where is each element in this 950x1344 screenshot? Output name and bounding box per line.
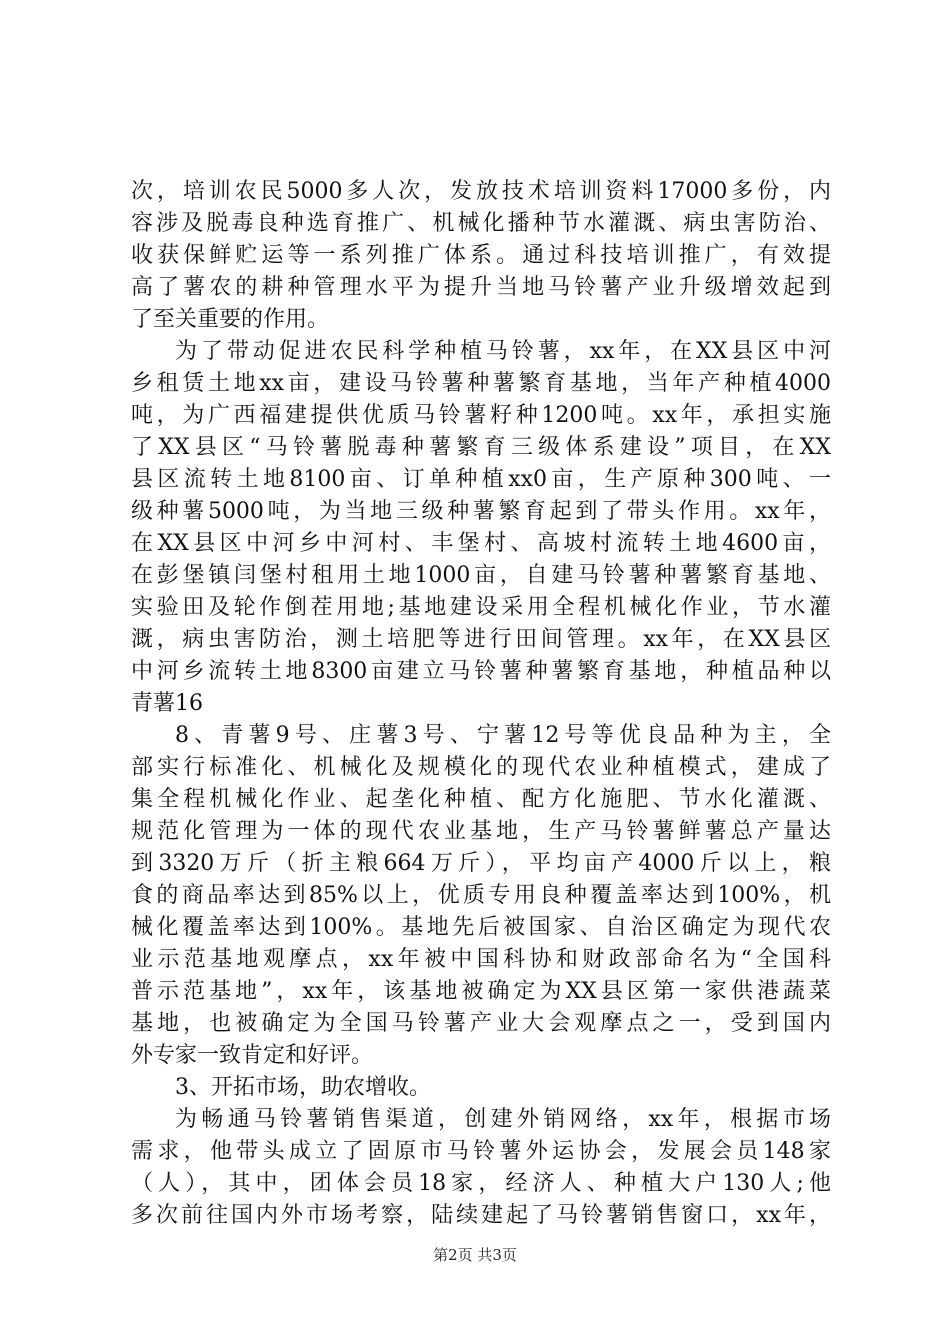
section-heading: 3、开拓市场，助农增收。 <box>175 1075 431 1100</box>
text-line: 次，培训农民5000多人次，发放技术培训资料17000多份，内 <box>131 179 831 204</box>
text-line: 中河乡流转土地8300亩建立马铃薯种薯繁育基地，种植品种以 <box>131 659 831 684</box>
text-line: 高了薯农的耕种管理水平为提升当地马铃薯产业升级增效起到 <box>131 275 831 300</box>
text-line: 容涉及脱毒良种选育推广、机械化播种节水灌溉、病虫害防治、 <box>131 211 831 236</box>
text-line: 乡租赁土地xx亩，建设马铃薯种薯繁育基地，当年产种植4000 <box>131 371 831 396</box>
paragraph-first-line: 为了带动促进农民科学种植马铃薯，xx年，在XX县区中河 <box>175 339 831 364</box>
text-line: 县区流转土地8100亩、订单种植xx0亩，生产原种300吨、一 <box>131 467 831 492</box>
text-line: 在彭堡镇闫堡村租用土地1000亩，自建马铃薯种薯繁育基地、 <box>131 563 831 588</box>
text-line: 外专家一致肯定和好评。 <box>131 1043 374 1068</box>
text-line: 溉，病虫害防治，测土培肥等进行田间管理。xx年，在XX县区 <box>131 627 831 652</box>
text-line: 了XX县区“马铃薯脱毒种薯繁育三级体系建设”项目，在XX <box>131 435 831 460</box>
text-line: 收获保鲜贮运等一系列推广体系。通过科技培训推广，有效提 <box>131 243 831 268</box>
text-line: （人），其中，团体会员18家，经济人、种植大户130人;他 <box>131 1171 831 1196</box>
document-body <box>131 176 831 1232</box>
text-line: 集全程机械化作业、起垄化种植、配方化施肥、节水化灌溉、 <box>131 787 831 812</box>
text-line: 实验田及轮作倒茬用地;基地建设采用全程机械化作业，节水灌 <box>131 595 831 620</box>
text-line: 业示范基地观摩点，xx年被中国科协和财政部命名为“全国科 <box>131 947 831 972</box>
text-line: 到3320万斤（折主粮664万斤），平均亩产4000斤以上，粮 <box>131 851 831 876</box>
page-number-footer: 第2页 共3页 <box>433 1246 517 1264</box>
text-line: 了至关重要的作用。 <box>131 307 330 332</box>
text-line: 级种薯5000吨，为当地三级种薯繁育起到了带头作用。xx年， <box>131 499 831 524</box>
paragraph-first-line: 为畅通马铃薯销售渠道，创建外销网络，xx年，根据市场 <box>175 1107 831 1132</box>
text-line: 吨，为广西福建提供优质马铃薯籽种1200吨。xx年，承担实施 <box>131 403 831 428</box>
text-line: 需求，他带头成立了固原市马铃薯外运协会，发展会员148家 <box>131 1139 831 1164</box>
text-line: 规范化管理为一体的现代农业基地，生产马铃薯鲜薯总产量达 <box>131 819 831 844</box>
text-line: 部实行标准化、机械化及规模化的现代农业种植模式，建成了 <box>131 755 831 780</box>
text-line: 青薯16 <box>131 691 203 716</box>
paragraph-first-line: 8、青薯9号、庄薯3号、宁薯12号等优良品种为主，全 <box>175 723 831 748</box>
text-line: 多次前往国内外市场考察，陆续建起了马铃薯销售窗口，xx年， <box>131 1203 831 1228</box>
text-line: 在XX县区中河乡中河村、丰堡村、高坡村流转土地4600亩， <box>131 531 831 556</box>
text-line: 普示范基地”，xx年，该基地被确定为XX县区第一家供港蔬菜 <box>131 979 831 1004</box>
text-line: 械化覆盖率达到100%。基地先后被国家、自治区确定为现代农 <box>131 915 831 940</box>
text-line: 食的商品率达到85%以上，优质专用良种覆盖率达到100%，机 <box>131 883 831 908</box>
text-line: 基地，也被确定为全国马铃薯产业大会观摩点之一，受到国内 <box>131 1011 831 1036</box>
